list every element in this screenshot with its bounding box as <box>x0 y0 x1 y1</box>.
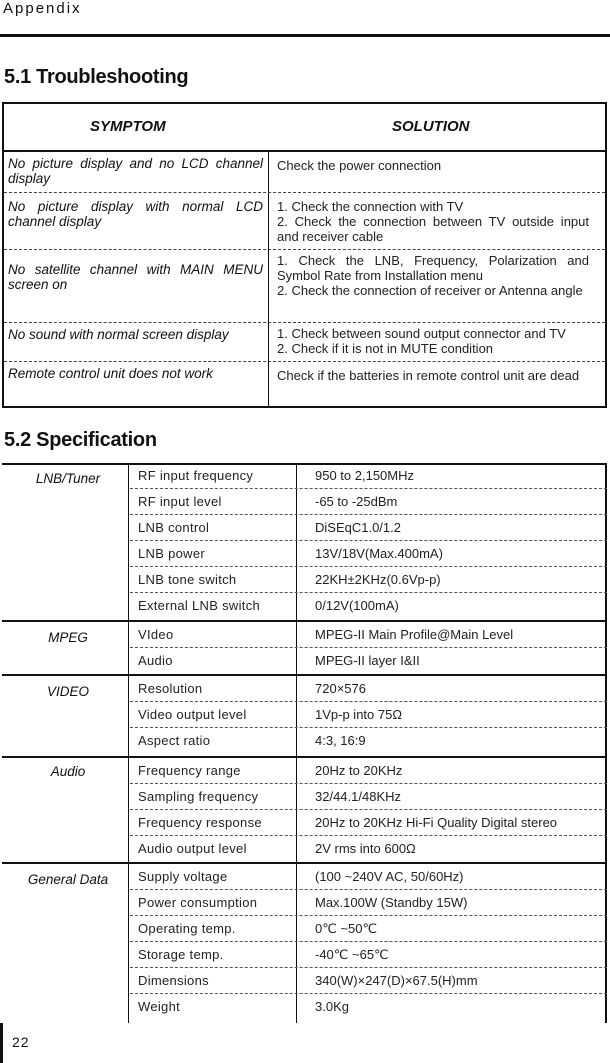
spec-label: Aspect ratio <box>138 733 211 748</box>
solution-line: Check if the batteries in remote control unit are dead <box>277 368 580 383</box>
spec-row <box>2 942 607 968</box>
spec-label: LNB power <box>138 546 206 561</box>
spec-label: Frequency response <box>138 815 262 830</box>
spec-label: Weight <box>138 999 181 1014</box>
spec-value: DiSEqC1.0/1.2 <box>315 520 401 535</box>
spec-label: RF input frequency <box>138 468 254 483</box>
spec-label: Audio output level <box>138 841 247 856</box>
spec-category: VIDEO <box>46 684 89 699</box>
table-row <box>4 150 605 193</box>
troubleshooting-title: 5.1 Troubleshooting <box>4 66 189 88</box>
table-row <box>4 323 605 362</box>
spec-row <box>2 784 607 810</box>
col-symptom: SYMPTOM <box>90 118 166 135</box>
spec-row <box>2 622 607 648</box>
spec-row <box>2 836 607 862</box>
solution-line: 1. Check the LNB, Frequency, Polarization and Symbol Rate from Installation menu <box>277 253 589 283</box>
solution-line: 2. Check the connection between TV outside input and receiver cable <box>277 214 589 244</box>
spec-group-mpeg <box>2 620 607 674</box>
spec-row <box>2 463 607 489</box>
spec-label: VIdeo <box>138 627 174 642</box>
solution-line: Check the power connection <box>277 158 442 173</box>
spec-row <box>2 810 607 836</box>
spec-row <box>2 890 607 916</box>
solution-line: 2. Check if it is not in MUTE condition <box>277 341 494 356</box>
spec-label: Video output level <box>138 707 247 722</box>
spec-label: Supply voltage <box>138 869 228 884</box>
spec-row <box>2 489 607 515</box>
spec-value: 20Hz to 20KHz Hi-Fi Quality Digital stereo <box>315 815 558 830</box>
spec-row <box>2 994 607 1020</box>
table-row <box>4 250 605 323</box>
spec-value: 1Vp-p into 75Ω <box>315 707 403 722</box>
spec-group-general <box>2 862 607 1023</box>
spec-value: 13V/18V(Max.400mA) <box>315 546 443 561</box>
spec-value: 0℃ ~50℃ <box>315 921 378 936</box>
spec-row <box>2 758 607 784</box>
solution-cell <box>277 253 589 298</box>
spec-row <box>2 916 607 942</box>
spec-label: Storage temp. <box>138 947 224 962</box>
table-row <box>4 362 605 406</box>
spec-row <box>2 702 607 728</box>
spec-label: Frequency range <box>138 763 241 778</box>
spec-value: 4:3, 16:9 <box>315 733 366 748</box>
spec-label: Dimensions <box>138 973 209 988</box>
page-number: 22 <box>12 1034 30 1050</box>
spec-row <box>2 728 607 754</box>
spec-value: -40℃ ~65℃ <box>315 947 389 962</box>
header-title: Appendix <box>3 0 82 17</box>
spec-category: MPEG <box>48 630 88 645</box>
specification-title: 5.2 Specification <box>4 429 157 451</box>
col-solution: SOLUTION <box>392 118 470 135</box>
spec-value: 720×576 <box>315 681 366 696</box>
spec-category: Audio <box>50 764 86 779</box>
spec-value: (100 ~240V AC, 50/60Hz) <box>315 869 464 884</box>
spec-value: 3.0Kg <box>315 999 349 1014</box>
solution-cell <box>277 199 589 244</box>
spec-value: 2V rms into 600Ω <box>315 841 416 856</box>
spec-value: 340(W)×247(D)×67.5(H)mm <box>315 973 478 988</box>
spec-row <box>2 968 607 994</box>
spec-label: Sampling frequency <box>138 789 259 804</box>
spec-value: 950 to 2,150MHz <box>315 468 415 483</box>
symptom-cell: No satellite channel with MAIN MENU screen on <box>8 262 263 292</box>
spec-value: 0/12V(100mA) <box>315 598 399 613</box>
spec-category: General Data <box>27 872 109 887</box>
spec-value: -65 to -25dBm <box>315 494 398 509</box>
troubleshooting-header <box>4 104 605 152</box>
spec-value: 22KH±2KHz(0.6Vp-p) <box>315 572 441 587</box>
solution-line: 1. Check the connection with TV <box>277 199 464 214</box>
solution-cell <box>277 326 589 356</box>
spec-value: Max.100W (Standby 15W) <box>315 895 468 910</box>
table-row <box>4 193 605 250</box>
spec-label: LNB tone switch <box>138 572 237 587</box>
spec-category: LNB/Tuner <box>35 471 101 486</box>
spec-label: Operating temp. <box>138 921 236 936</box>
page-edge-bar <box>0 1023 3 1063</box>
spec-row <box>2 648 607 674</box>
spec-label: External LNB switch <box>138 598 261 613</box>
spec-row <box>2 593 607 619</box>
solution-line: 2. Check the connection of receiver or Antenna angle <box>277 283 583 298</box>
spec-row <box>2 676 607 702</box>
spec-label: Audio <box>138 653 173 668</box>
solution-cell <box>277 158 589 173</box>
solution-cell <box>277 368 589 383</box>
spec-label: LNB control <box>138 520 210 535</box>
spec-label: RF input level <box>138 494 222 509</box>
spec-value: 20Hz to 20KHz <box>315 763 403 778</box>
symptom-cell: Remote control unit does not work <box>8 366 213 381</box>
symptom-cell: No sound with normal screen display <box>8 327 229 342</box>
spec-label: Power consumption <box>138 895 258 910</box>
symptom-cell: No picture display with normal LCD channel display <box>8 199 263 229</box>
spec-group-lnb <box>2 463 607 621</box>
troubleshooting-table <box>2 102 607 408</box>
spec-value: MPEG-II layer I&II <box>315 653 420 668</box>
solution-line: 1. Check between sound output connector and TV <box>277 326 566 341</box>
symptom-cell: No picture display and no LCD channel display <box>8 156 263 186</box>
spec-row <box>2 567 607 593</box>
spec-value: 32/44.1/48KHz <box>315 789 402 804</box>
spec-group-video <box>2 674 607 756</box>
spec-row <box>2 541 607 567</box>
spec-group-audio <box>2 756 607 862</box>
spec-row <box>2 515 607 541</box>
spec-row <box>2 864 607 890</box>
header-rule <box>0 34 610 37</box>
spec-value: MPEG-II Main Profile@Main Level <box>315 627 514 642</box>
spec-label: Resolution <box>138 681 203 696</box>
